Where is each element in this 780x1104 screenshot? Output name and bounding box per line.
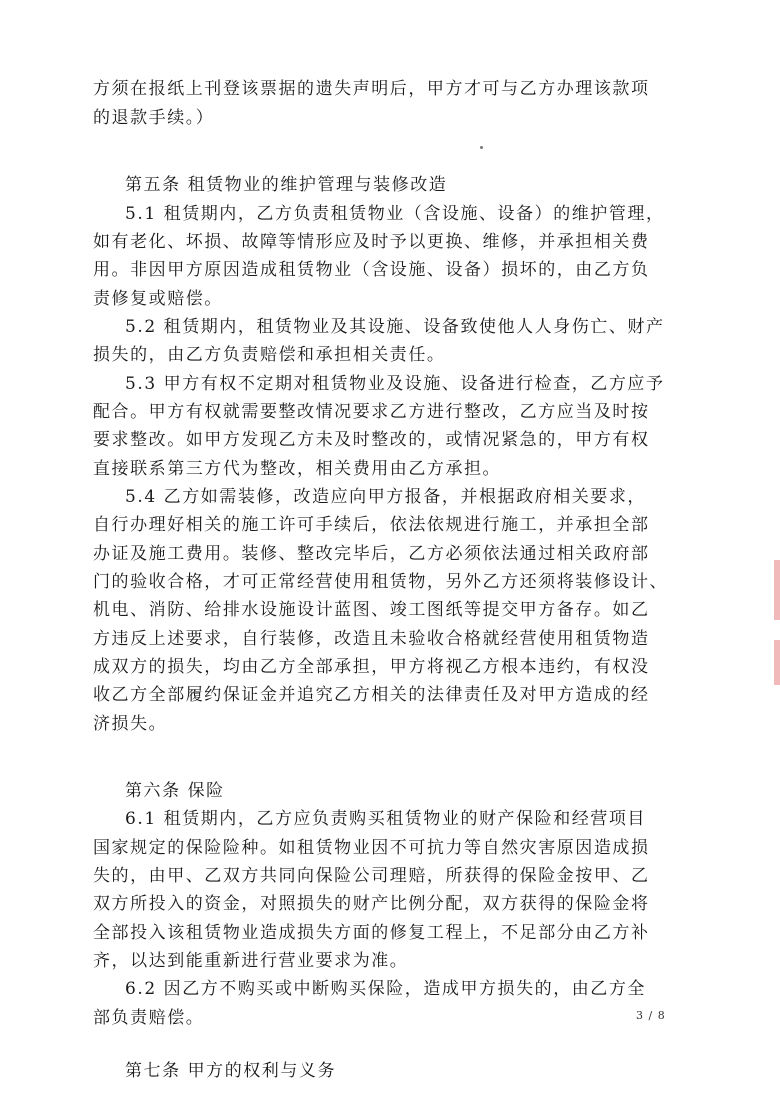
text-line: 成双方的损失，均由乙方全部承担，甲方将视乙方根本违约，有权没 — [93, 657, 650, 677]
text-line: 自行办理好相关的施工许可手续后，依法依规进行施工，并承担全部 — [93, 515, 650, 535]
text-line: 国家规定的保险险种。如租赁物业因不可抗力等自然灾害原因造成损 — [93, 838, 650, 858]
scan-speck — [480, 146, 483, 149]
text-line: 全部投入该租赁物业造成损失方面的修复工程上，不足部分由乙方补 — [93, 923, 650, 943]
text-line: 6.2 因乙方不购买或中断购买保险，造成甲方损失的，由乙方全 — [125, 979, 646, 999]
text-line: 失的，由甲、乙双方共同向保险公司理赔，所获得的保险金按甲、乙 — [93, 866, 650, 886]
text-line: 5.3 甲方有权不定期对租赁物业及设施、设备进行检查，乙方应予 — [125, 374, 665, 394]
text-line: 的退款手续。） — [93, 108, 215, 128]
text-line: 办证及施工费用。装修、整改完毕后，乙方必须依法通过相关政府部 — [93, 544, 650, 564]
text-line: 损失的，由乙方负责赔偿和承担相关责任。 — [93, 345, 446, 365]
text-line: 配合。甲方有权就需要整改情况要求乙方进行整改，乙方应当及时按 — [93, 402, 650, 422]
text-line: 直接联系第三方代为整改，相关费用由乙方承担。 — [93, 459, 502, 479]
text-line: 收乙方全部履约保证金并追究乙方相关的法律责任及对甲方造成的经 — [93, 685, 650, 705]
text-line: 如有老化、坏损、故障等情形应及时予以更换、维修，并承担相关费 — [93, 232, 650, 252]
text-line: 6.1 租赁期内，乙方应负责购买租赁物业的财产保险和经营项目 — [125, 809, 646, 829]
section-heading-6: 第六条 保险 — [125, 781, 225, 801]
section-heading-7: 第七条 甲方的权利与义务 — [125, 1061, 337, 1081]
text-line: 5.2 租赁期内，租赁物业及其设施、设备致使他人人身伤亡、财产 — [125, 317, 665, 337]
text-line: 门的验收合格，才可正常经营使用租赁物，另外乙方还须将装修设计、 — [93, 572, 669, 592]
text-line: 5.1 租赁期内，乙方负责租赁物业（含设施、设备）的维护管理， — [125, 204, 665, 224]
text-line: 责修复或赔偿。 — [93, 289, 223, 309]
text-line: 双方所投入的资金，对照损失的财产比例分配，双方获得的保险金将 — [93, 894, 650, 914]
text-line: 方违反上述要求，自行装修，改造且未验收合格就经营使用租赁物造 — [93, 629, 650, 649]
text-line: 用。非因甲方原因造成租赁物业（含设施、设备）损坏的，由乙方负 — [93, 260, 650, 280]
page-number: 3 / 8 — [636, 1009, 666, 1022]
seal-edge-mark — [774, 640, 780, 685]
text-line: 要求整改。如甲方发现乙方未及时整改的，或情况紧急的，甲方有权 — [93, 430, 650, 450]
seal-edge-mark — [774, 560, 780, 620]
text-line: 方须在报纸上刊登该票据的遗失声明后，甲方才可与乙方办理该款项 — [93, 79, 650, 99]
text-line: 机电、消防、给排水设施设计蓝图、竣工图纸等提交甲方备存。如乙 — [93, 600, 650, 620]
text-line: 部负责赔偿。 — [93, 1008, 205, 1028]
text-line: 5.4 乙方如需装修，改造应向甲方报备，并根据政府相关要求， — [125, 487, 646, 507]
section-heading-5: 第五条 租赁物业的维护管理与装修改造 — [125, 175, 448, 195]
text-line: 济损失。 — [93, 714, 168, 734]
text-line: 齐，以达到能重新进行营业要求为准。 — [93, 951, 409, 971]
